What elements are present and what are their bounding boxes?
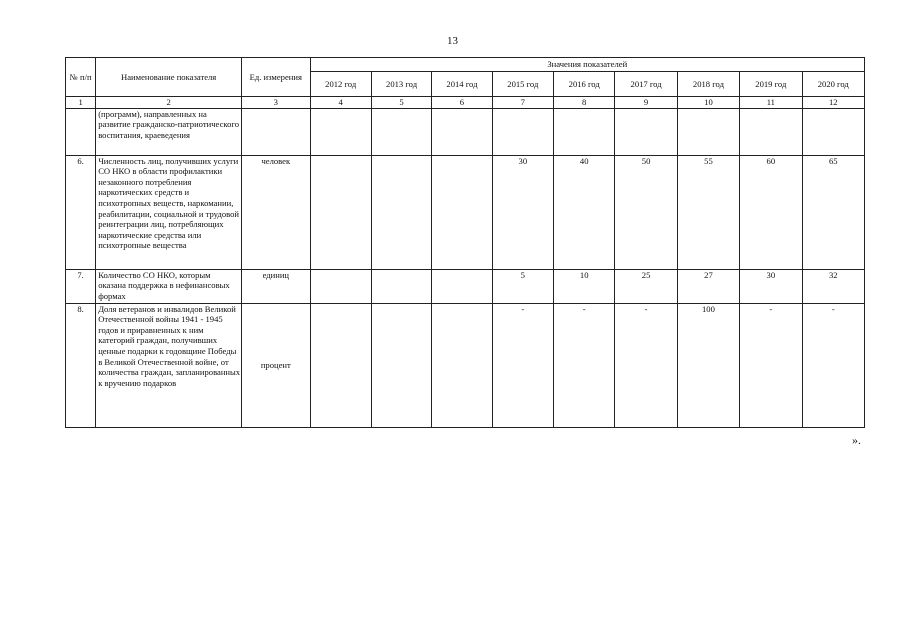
indicator-value (371, 155, 431, 269)
indicator-value: 32 (802, 269, 864, 303)
header-year: 2013 год (371, 72, 431, 97)
header-year: 2016 год (554, 72, 615, 97)
closing-quote-mark: ». (852, 433, 861, 447)
indicator-value (615, 108, 677, 155)
indicator-value: 10 (554, 269, 615, 303)
indicator-name: Численность лиц, получивших услуги СО НКО в области профилактики незаконного потребления наркотических средств и психотропных веществ, наркомании, реабилитации, социальной и трудовой реинтеграции лиц, потребляющих наркотические средства или психотропные вещества (96, 155, 242, 269)
header-year: 2012 год (310, 72, 371, 97)
table-row (66, 108, 865, 155)
row-number: 6. (66, 155, 96, 269)
header-year: 2014 год (432, 72, 492, 97)
row-number: 8. (66, 303, 96, 427)
column-number: 1 (66, 97, 96, 109)
row-number (66, 108, 96, 155)
indicator-unit: человек (242, 155, 310, 269)
row-number: 7. (66, 269, 96, 303)
header-year: 2019 год (740, 72, 802, 97)
indicator-name: (программ), направленных на развитие гражданско-патриотического воспитания, краеведения (96, 108, 242, 155)
indicator-value: 27 (677, 269, 739, 303)
indicator-value (554, 108, 615, 155)
indicator-value: 65 (802, 155, 864, 269)
header-num: № п/п (66, 58, 96, 97)
indicator-value: - (802, 303, 864, 427)
header-year: 2018 год (677, 72, 739, 97)
indicator-value: - (492, 303, 553, 427)
header-unit: Ед. измерения (242, 58, 310, 97)
indicator-value (432, 269, 492, 303)
indicator-value: 5 (492, 269, 553, 303)
column-number: 4 (310, 97, 371, 109)
indicator-value: 100 (677, 303, 739, 427)
indicator-value: 30 (492, 155, 553, 269)
column-number: 12 (802, 97, 864, 109)
indicator-value (371, 303, 431, 427)
indicator-name: Доля ветеранов и инвалидов Великой Отечественной войны 1941 - 1945 годов и приравненных к ним категорий граждан, получивших ценные подарки к годовщине Победы в Великой Отечественной войне, от количества граждан, запланированных к вручению подарков (96, 303, 242, 427)
indicator-value (310, 269, 371, 303)
column-number: 3 (242, 97, 310, 109)
column-number: 10 (677, 97, 739, 109)
table-row (66, 303, 865, 427)
indicators-table (65, 57, 865, 428)
header-year: 2015 год (492, 72, 553, 97)
header-values-group: Значения показателей (310, 58, 864, 72)
page-number: 13 (447, 35, 458, 47)
indicator-value (677, 108, 739, 155)
indicator-value (432, 155, 492, 269)
column-number-row (66, 97, 865, 109)
indicator-value: 40 (554, 155, 615, 269)
indicator-value: 30 (740, 269, 802, 303)
header-year: 2017 год (615, 72, 677, 97)
indicator-value (432, 108, 492, 155)
column-number: 7 (492, 97, 553, 109)
table-row (66, 155, 865, 269)
indicator-value: - (554, 303, 615, 427)
column-number: 2 (96, 97, 242, 109)
header-name: Наименование показателя (96, 58, 242, 97)
column-number: 8 (554, 97, 615, 109)
indicator-value (740, 108, 802, 155)
indicator-value: - (740, 303, 802, 427)
table-row (66, 269, 865, 303)
indicator-unit (242, 108, 310, 155)
column-number: 5 (371, 97, 431, 109)
indicator-value (371, 269, 431, 303)
indicator-unit: единиц (242, 269, 310, 303)
column-number: 9 (615, 97, 677, 109)
indicator-value (310, 303, 371, 427)
indicator-unit: процент (242, 303, 310, 427)
indicator-value (371, 108, 431, 155)
indicator-value (802, 108, 864, 155)
indicator-value: 25 (615, 269, 677, 303)
indicator-value: 55 (677, 155, 739, 269)
indicator-value (432, 303, 492, 427)
indicator-value (492, 108, 553, 155)
indicator-name: Количество СО НКО, которым оказана поддержка в нефинансовых формах (96, 269, 242, 303)
column-number: 11 (740, 97, 802, 109)
header-year: 2020 год (802, 72, 864, 97)
indicator-value: - (615, 303, 677, 427)
column-number: 6 (432, 97, 492, 109)
indicator-value: 60 (740, 155, 802, 269)
indicator-value: 50 (615, 155, 677, 269)
indicator-value (310, 155, 371, 269)
indicator-value (310, 108, 371, 155)
